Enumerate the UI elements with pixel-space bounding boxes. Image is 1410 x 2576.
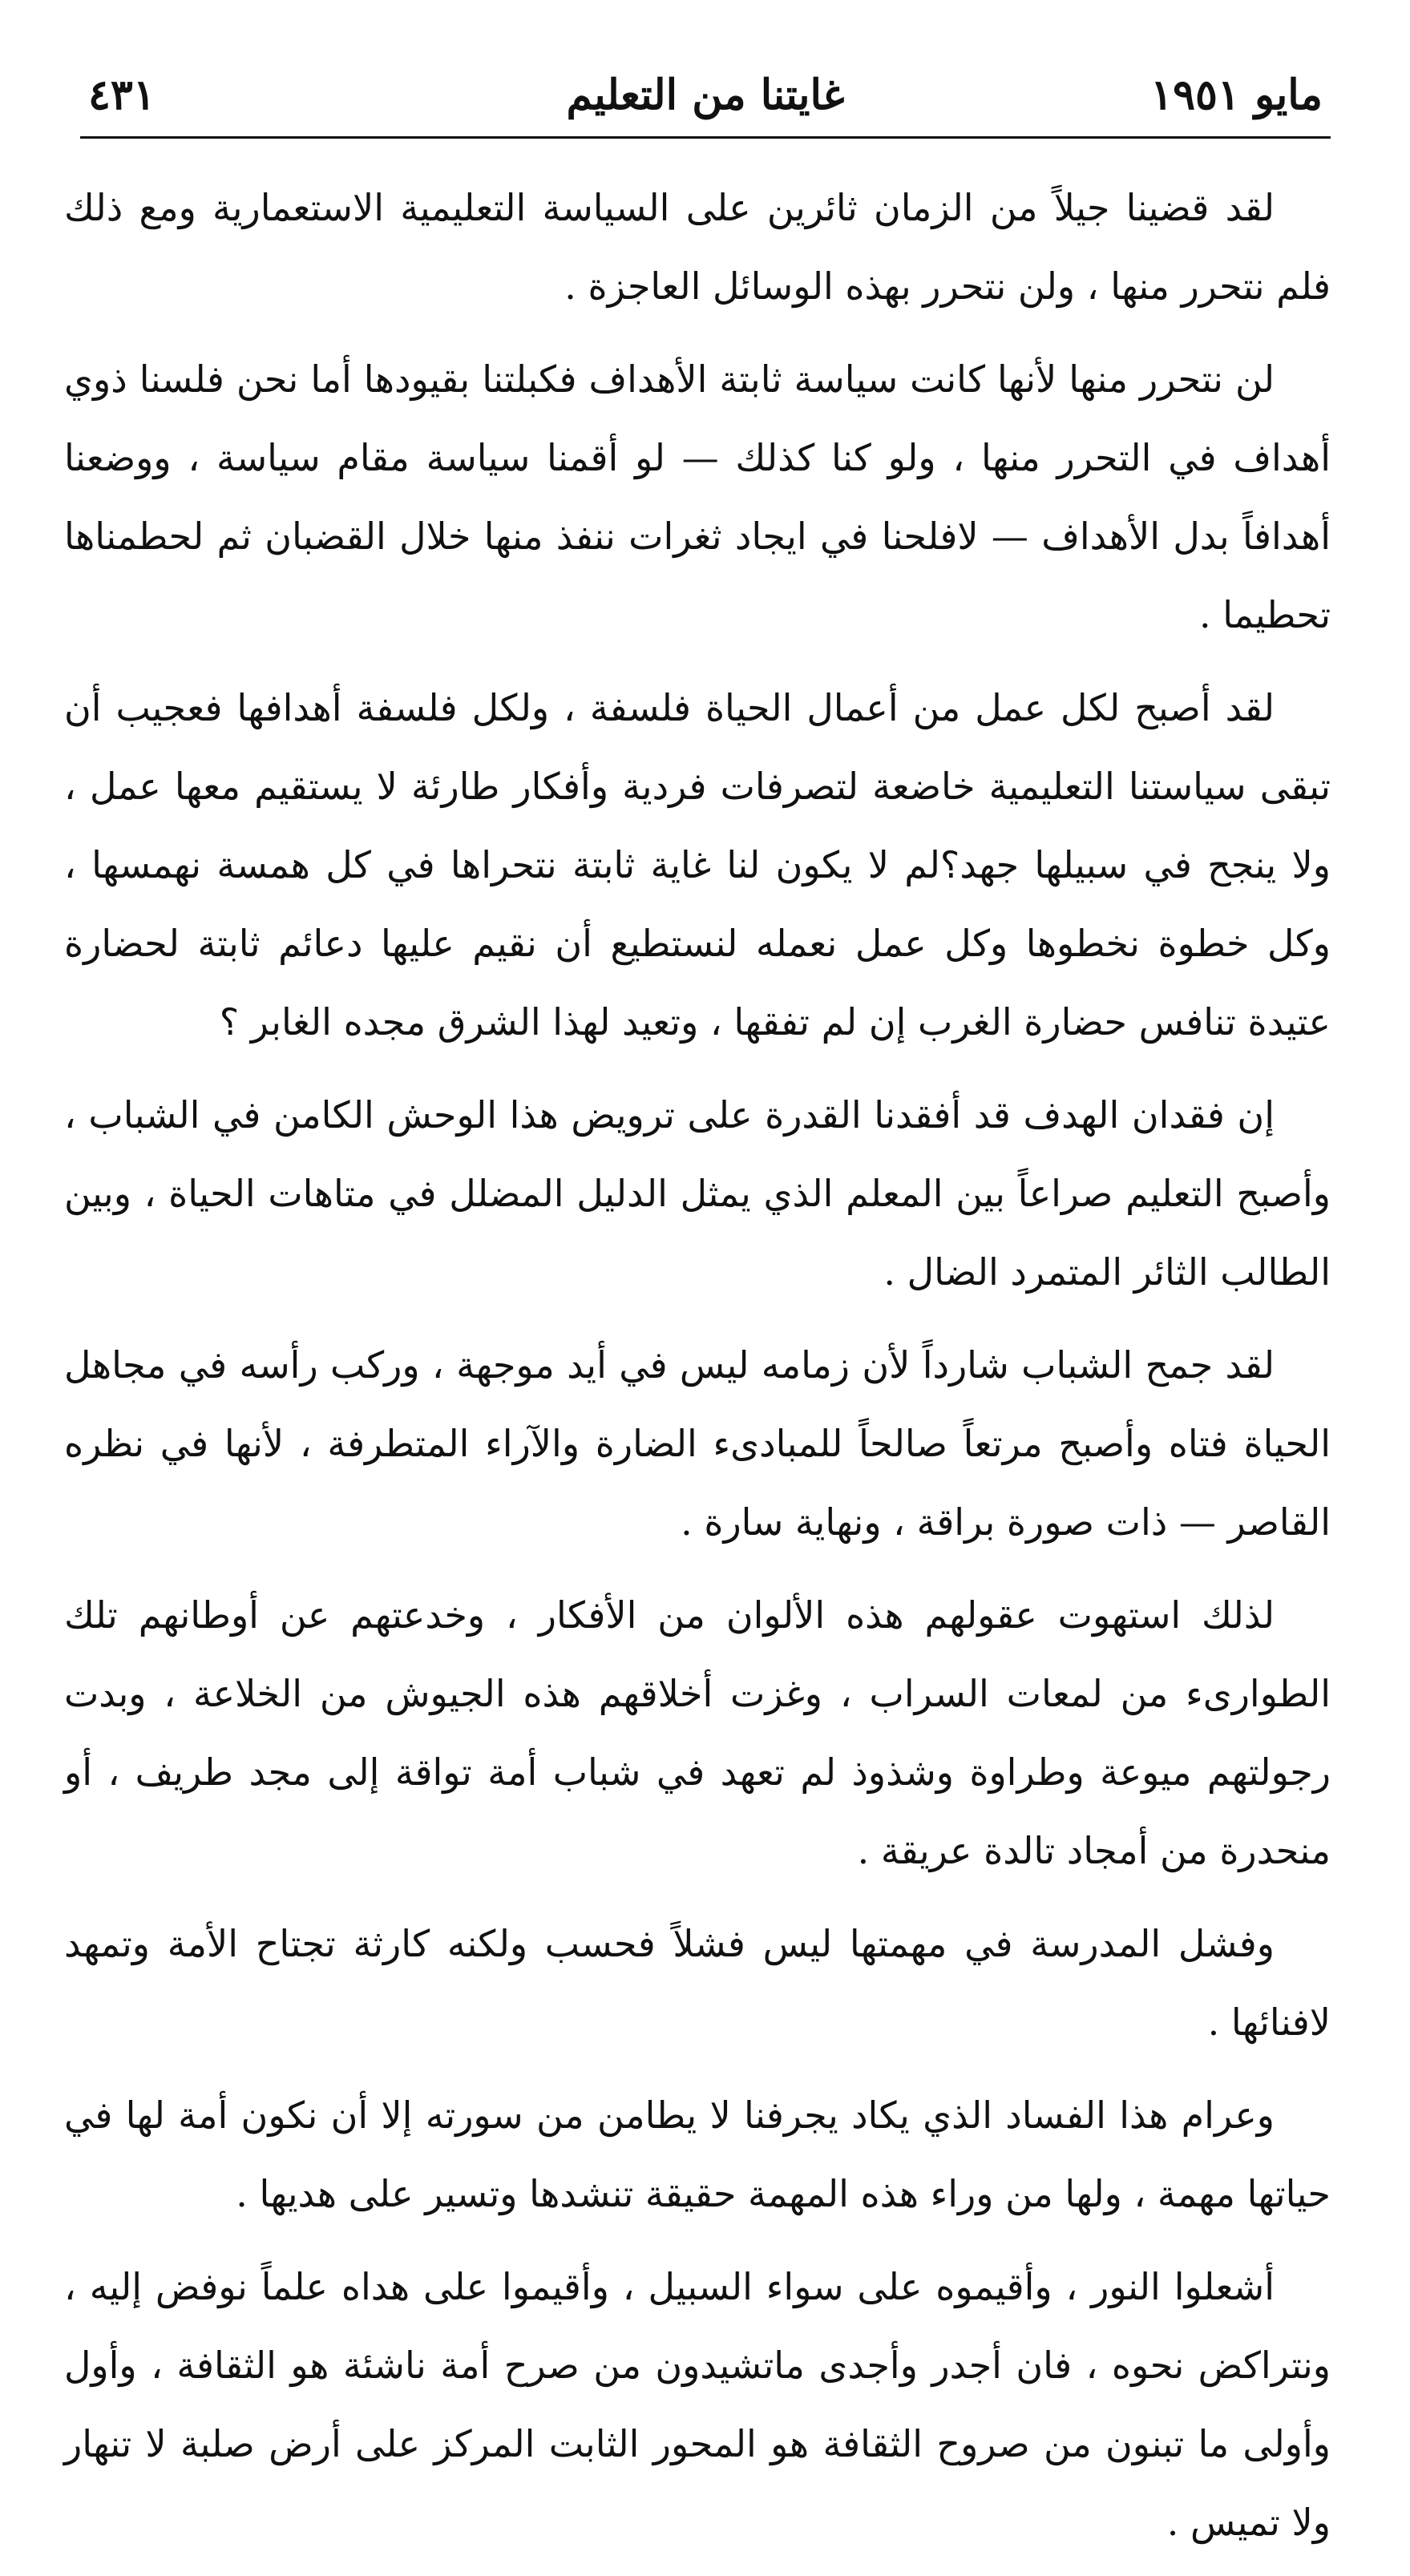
paragraph-3: لقد أصبح لكل عمل من أعمال الحياة فلسفة ، ولكل فلسفة أهدافها فعجيب أن تبقى سياستنا التعليمية خاضعة لتصرفات فردية وأفكار طارئة لا يستقيم معها عمل ، ولا ينجح في سبيلها جهد؟لم لا يكون لنا غاية ثابتة نتحراها في كل همسة نهمسها ، وكل خطوة نخطوها وكل عمل نعمله لنستطيع أن نقيم عليها دعائم ثابتة لحضارة عتيدة تنافس حضارة الغرب إن لم تفقها ، وتعيد لهذا الشرق مجده الغابر ؟ bbox=[64, 686, 1331, 1044]
paragraph-4: إن فقدان الهدف قد أفقدنا القدرة على ترويض هذا الوحش الكامن في الشباب ، وأصبح التعليم صراعاً بين المعلم الذي يمثل الدليل المضلل في متاهات الحياة ، وبين الطالب الثائر المتمرد الضال . bbox=[64, 1093, 1331, 1294]
paragraph-1: لقد قضينا جيلاً من الزمان ثائرين على السياسة التعليمية الاستعمارية ومع ذلك فلم نتحرر منها ، ولن نتحرر بهذه الوسائل العاجزة . bbox=[64, 186, 1331, 308]
document-page bbox=[48, 32, 1331, 2544]
paragraph-6: لذلك استهوت عقولهم هذه الألوان من الأفكار ، وخدعتهم عن أوطانهم تلك الطوارىء من لمعات السراب ، وغزت أخلاقهم هذه الجيوش من الخلاعة ، وبدت رجولتهم ميوعة وطراوة وشذوذ لم تعهد في شباب أمة تواقة إلى مجد طريف ، أو منحدرة من أمجاد تالدة عريقة . bbox=[64, 1593, 1331, 1872]
header-rule bbox=[80, 136, 1331, 139]
paragraph-7: وفشل المدرسة في مهمتها ليس فشلاً فحسب ولكنه كارثة تجتاح الأمة وتمهد لافنائها . bbox=[64, 1922, 1331, 2044]
paragraph-9: أشعلوا النور ، وأقيموه على سواء السبيل ، وأقيموا على هداه علماً نوفض إليه ، ونتراكض نحوه ، فان أجدر وأجدى ماتشيدون من صرح أمة ناشئة هو الثقافة ، وأول وأولى ما تبنون من صروح الثقافة هو المحور الثابت المركز على أرض صلبة لا تنهار ولا تميس . bbox=[64, 2265, 1331, 2544]
article-body bbox=[64, 168, 1331, 2576]
paragraph-2: لن نتحرر منها لأنها كانت سياسة ثابتة الأهداف فكبلتنا بقيودها أما نحن فلسنا ذوي أهداف في التحرر منها ، ولو كنا كذلك — لو أقمنا سياسة مقام سياسة ، ووضعنا أهدافاً بدل الأهداف — لافلحنا في ايجاد ثغرات ننفذ منها خلال القضبان ثم لحطمناها تحطيما . bbox=[64, 357, 1331, 636]
paragraph-8: وعرام هذا الفساد الذي يكاد يجرفنا لا يطامن من سورته إلا أن نكون أمة لها في حياتها مهمة ، ولها من وراء هذه المهمة حقيقة تنشدها وتسير على هديها . bbox=[64, 2094, 1331, 2215]
paragraph-5: لقد جمح الشباب شارداً لأن زمامه ليس في أيد موجهة ، وركب رأسه في مجاهل الحياة فتاه وأصبح مرتعاً صالحاً للمبادىء الضارة والآراء المتطرفة ، لأنها في نظره القاصر — ذات صورة براقة ، ونهاية سارة . bbox=[64, 1343, 1331, 1544]
page-header bbox=[80, 48, 1331, 136]
header-date: مايو ١٩٥١ bbox=[1150, 71, 1323, 119]
header-title: غايتنا من التعليم bbox=[566, 71, 845, 119]
header-page-number: ٤٣١ bbox=[88, 71, 156, 119]
